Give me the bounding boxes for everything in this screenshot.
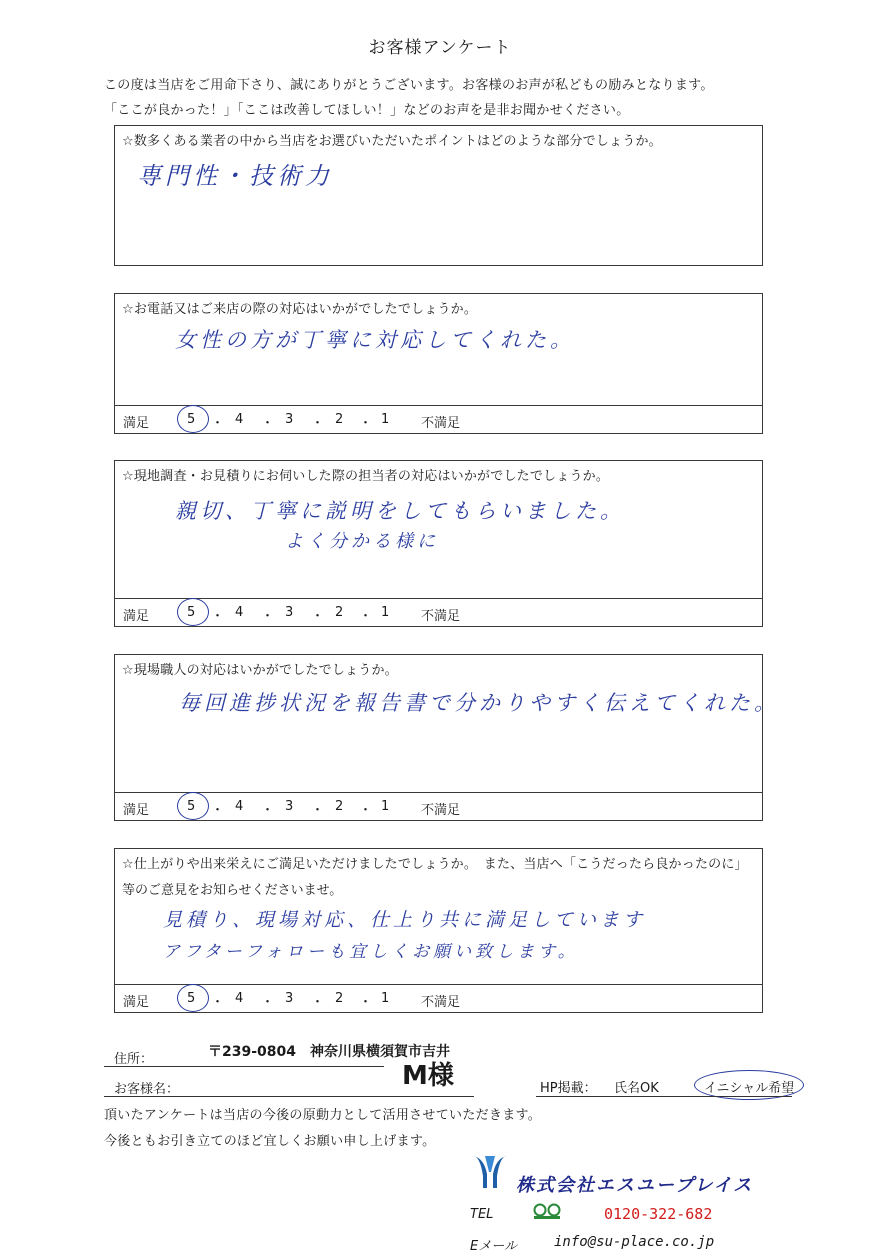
company-name: 株式会社エスユープレイス — [516, 1175, 754, 1196]
email-label: Eメール — [470, 1239, 517, 1254]
rating-1[interactable]: 1 — [381, 412, 390, 427]
rating-row-4: 満足 5 ・ 4 ・ 3 ・ 2 ・ 1 不満足 — [115, 792, 762, 820]
question-1-text: ☆数多くある業者の中から当店をお選びいただいたポイントはどのような部分でしょうか。 — [122, 134, 662, 149]
answer-5-line-1: 見積り、現場対応、仕上り共に満足しています — [163, 909, 647, 931]
intro-line-2: 「ここが良かった！」「ここは改善してほしい！」などのお声を是非お聞かせください。 — [104, 103, 630, 118]
hp-option-name-ok[interactable]: 氏名OK — [614, 1081, 659, 1096]
rating-satisfied-label: 満足 — [123, 416, 150, 431]
rating-3[interactable]: 3 — [285, 412, 294, 427]
tel-number[interactable]: 0120-322-682 — [604, 1205, 713, 1223]
hp-underline — [536, 1096, 792, 1097]
question-4-text: ☆現場職人の対応はいかがでしたでしょうか。 — [122, 663, 398, 678]
company-logo-icon — [470, 1152, 510, 1192]
question-5-text-line-2: 等のご意見をお知らせくださいませ。 — [122, 883, 343, 898]
answer-4: 毎回進捗状況を報告書で分かりやすく伝えてくれた。 — [179, 691, 779, 715]
customer-name-value: M様 — [402, 1061, 454, 1091]
footer-line-2: 今後ともお引き立てのほど宜しくお願い申し上げます。 — [104, 1134, 436, 1149]
question-box-1 — [114, 125, 763, 266]
question-box-5 — [114, 848, 763, 1013]
rating-row-5: 満足 5 ・ 4 ・ 3 ・ 2 ・ 1 不満足 — [115, 984, 762, 1012]
address-underline — [104, 1066, 384, 1067]
question-2-text: ☆お電話又はご来店の際の対応はいかがでしたでしょうか。 — [122, 302, 478, 317]
question-box-4 — [114, 654, 779, 821]
rating-4[interactable]: 4 — [235, 412, 244, 427]
answer-5-line-2: アフターフォローも宜しくお願い致します。 — [163, 942, 579, 962]
rating-row-3: 満足 5 ・ 4 ・ 3 ・ 2 ・ 1 不満足 — [115, 598, 762, 626]
hp-option-initials[interactable]: イニシャル希望 — [704, 1081, 795, 1096]
customer-name-label: お客様名： — [114, 1082, 180, 1097]
answer-2: 女性の方が丁寧に対応してくれた。 — [175, 328, 575, 352]
question-box-2 — [114, 293, 763, 434]
rating-5[interactable]: 5 — [187, 412, 196, 427]
customer-underline — [104, 1096, 474, 1097]
intro-line-1: この度は当店をご用命下さり、誠にありがとうございます。お客様のお声が私どもの励みとなります。 — [104, 78, 714, 93]
question-box-3 — [114, 460, 763, 627]
freedial-icon — [532, 1203, 562, 1219]
rating-unsatisfied-label: 不満足 — [421, 416, 461, 431]
page-title: お客様アンケート — [368, 38, 512, 58]
answer-3-line-2: よく分かる様に — [285, 531, 439, 552]
answer-1: 専門性・技術力 — [137, 162, 333, 190]
hp-label: HP掲載： — [540, 1081, 597, 1096]
email-address[interactable]: info@su-place.co.jp — [554, 1234, 715, 1250]
footer-line-1: 頂いたアンケートは当店の今後の原動力として活用させていただきます。 — [104, 1108, 542, 1123]
rating-2[interactable]: 2 — [335, 412, 344, 427]
tel-label: TEL — [470, 1207, 494, 1222]
rating-row-2: 満足 5 ・ 4 ・ 3 ・ 2 ・ 1 不満足 — [115, 405, 762, 433]
address-value: 〒239-0804 神奈川県横須賀市吉井 — [208, 1044, 450, 1060]
answer-3-line-1: 親切、丁寧に説明をしてもらいました。 — [175, 499, 625, 523]
address-label: 住所： — [114, 1052, 154, 1067]
question-3-text: ☆現地調査・お見積りにお伺いした際の担当者の対応はいかがでしたでしょうか。 — [122, 469, 610, 484]
question-5-text-line-1: ☆仕上がりや出来栄えにご満足いただけましたでしょうか。 また、当店へ「こうだったら良かったのに」 — [122, 857, 748, 872]
